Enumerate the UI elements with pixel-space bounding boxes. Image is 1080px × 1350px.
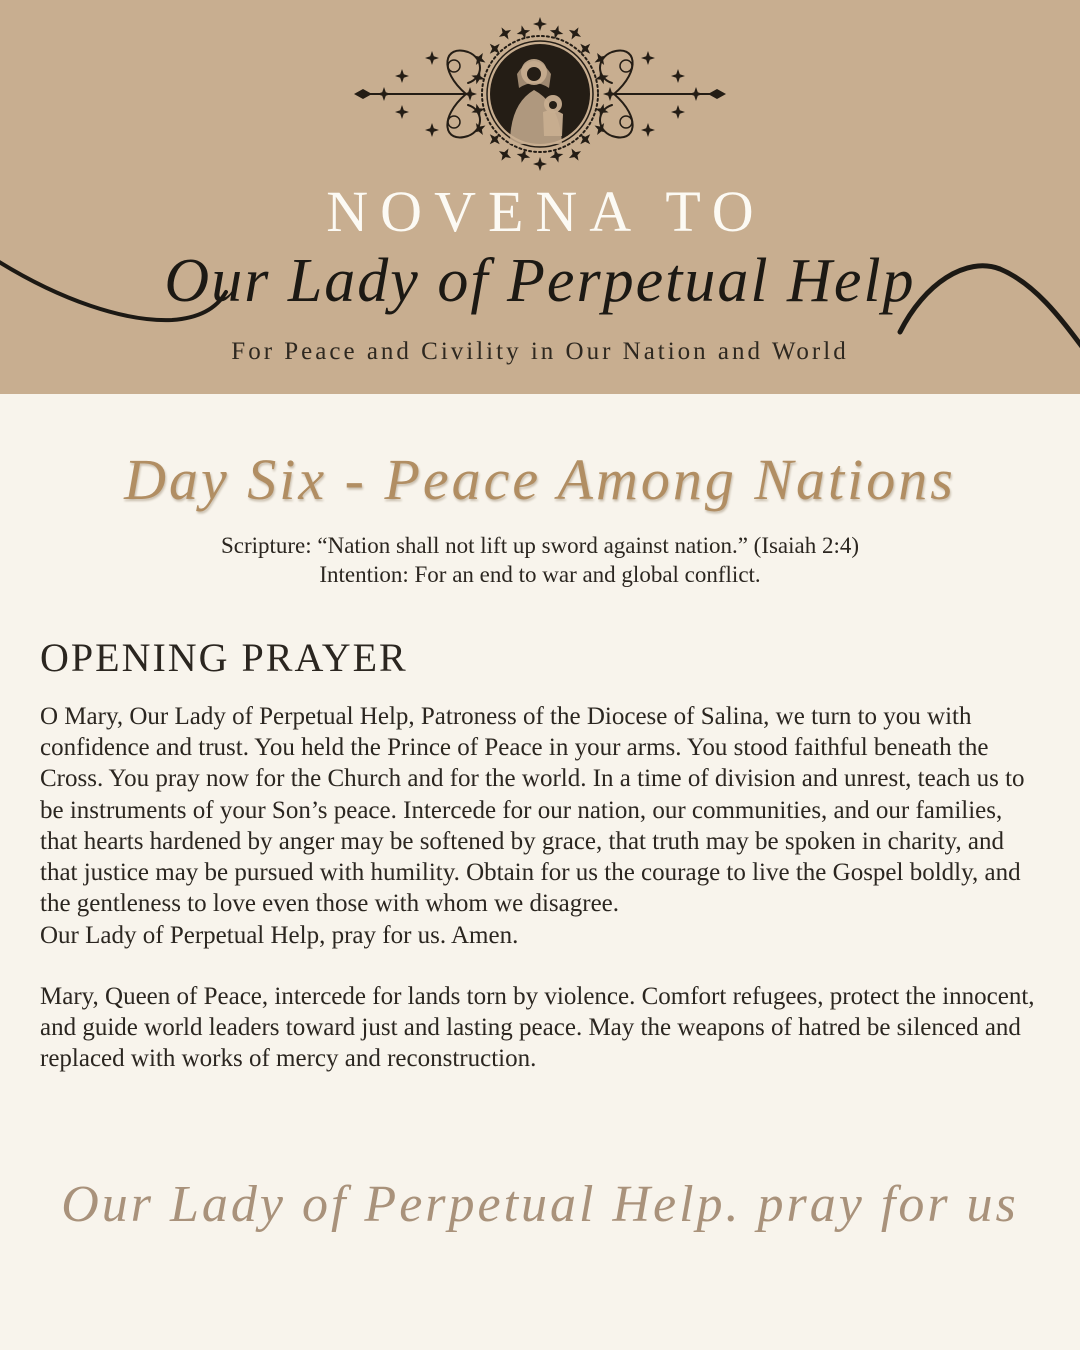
our-lady-of-perpetual-help-icon [350,8,730,180]
header-subtitle: For Peace and Civility in Our Nation and World [231,338,849,365]
prayer-paragraph-1 [40,701,1040,951]
day-heading: Day Six - Peace Among Nations [124,447,956,512]
closing-invocation-script: Our Lady of Perpetual Help. pray for us [61,1175,1019,1233]
prayer-paragraph-1-closing: Our Lady of Perpetual Help, pray for us. Amen. [40,921,519,949]
body-section [0,446,1080,1234]
intention-line: Intention: For an end to war and global conflict. [319,562,761,588]
scripture-line: Scripture: “Nation shall not lift up sword against nation.” (Isaiah 2:4) [220,533,860,558]
novena-title: NOVENA TO [326,179,766,244]
script-title-our-lady-of-perpetual-help: Our Lady of Perpetual Help [164,247,916,315]
header-band [0,0,1080,394]
prayer-paragraph-2: Mary, Queen of Peace, intercede for lands torn by violence. Comfort refugees, protect the innocent, and guide world leaders toward just and lasting peace. May the weapons of hatred be silenced and replaced with works of mercy and reconstruction. [40,982,1035,1073]
opening-prayer-heading: OPENING PRAYER [40,634,408,680]
scripture-intention-block [40,531,1040,590]
prayer-paragraph-1-text: O Mary, Our Lady of Perpetual Help, Patroness of the Diocese of Salina, we turn to you with confidence and trust. You held the Prince of Peace in your arms. You stood faithful beneath the Cross. You pray now for the Church and for the world. In a time of division and unrest, teach us to be instruments of your Son’s peace. Intercede for our nation, our communities, and our families, that hearts hardened by anger may be softened by grace, that truth may be spoken in charity, and that justice may be pursued with humility. Obtain for us the courage to live the Gospel boldly, and the gentleness to love even those with whom we disagree. [40,702,1025,918]
